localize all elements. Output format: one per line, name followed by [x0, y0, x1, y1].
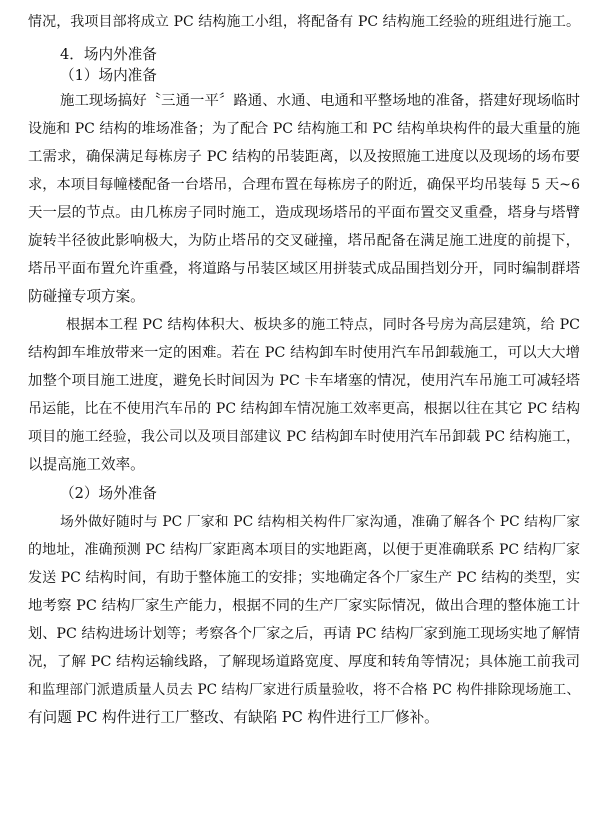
paragraph-line: 和监理部门派遣质量人员去 PC 结构厂家进行质量验收，将不合格 PC 构件排除现场施工、 — [28, 682, 580, 698]
paragraph-line: 求，本项目每幢楼配备一台塔吊，合理布置在每栋房子的附近，确保平均吊装每 5 天~6 — [28, 177, 580, 193]
paragraph-line: 设施和 PC 结构的堆场准备；为了配合 PC 结构施工和 PC 结构单块构件的最大重量的施 — [28, 121, 580, 137]
paragraph-line: 项目的施工经验，我公司以及项目部建议 PC 结构卸车时使用汽车吊卸载 PC 结构施工， — [28, 429, 580, 445]
paragraph-line: 施工现场搞好〝三通一平〞路通、水通、电通和平整场地的准备，搭建好现场临时 — [60, 93, 580, 109]
paragraph-line: 划、PC 结构进场计划等；考察各个厂家之后，再请 PC 结构厂家到施工现场实地了解情 — [28, 626, 580, 642]
paragraph-line: 吊运能，比在不使用汽车吊的 PC 结构卸车情况施工效率更高，根据以往在其它 PC 结构 — [28, 401, 580, 417]
section-heading: 4．场内外准备 — [60, 46, 157, 63]
paragraph-line: 根据本工程 PC 结构体积大、板块多的施工特点，同时各号房为高层建筑，给 PC — [66, 317, 580, 333]
paragraph-line: 结构卸车堆放带来一定的困难。若在 PC 结构卸车时使用汽车吊卸载施工，可以大大增 — [28, 345, 580, 361]
subsection-heading: （1）场内准备 — [60, 67, 157, 84]
paragraph-line: 地考察 PC 结构厂家生产能力，根据不同的生产厂家实际情况，做出合理的整体施工计 — [28, 598, 580, 614]
paragraph-line: 况，了解 PC 结构运输线路，了解现场道路宽度、厚度和转角等情况；具体施工前我司 — [28, 654, 580, 670]
paragraph-line: 加整个项目施工进度，避免长时间因为 PC 卡车堵塞的情况，使用汽车吊施工可减轻塔 — [28, 373, 580, 389]
paragraph-line: 旋转半径彼此影响极大，为防止塔吊的交叉碰撞，塔吊配备在满足施工进度的前提下， — [28, 233, 580, 249]
paragraph-line: 的地址，准确预测 PC 结构厂家距离本项目的实地距离，以便于更准确联系 PC 结构厂家 — [28, 542, 580, 558]
paragraph-line: 以提高施工效率。 — [28, 456, 145, 473]
paragraph-line: 防碰撞专项方案。 — [28, 288, 145, 305]
paragraph-line: 发送 PC 结构时间，有助于整体施工的安排；实地确定各个厂家生产 PC 结构的类型，实 — [28, 570, 580, 586]
text-line: 情况，我项目部将成立 PC 结构施工小组，将配备有 PC 结构施工经验的班组进行施工。 — [28, 14, 580, 30]
paragraph-line: 天一层的节点。由几栋房子同时施工，造成现场塔吊的平面布置交叉重叠，塔身与塔臂 — [28, 205, 580, 221]
paragraph-line: 工需求，确保满足每栋房子 PC 结构的吊装距离，以及按照施工进度以及现场的场布要 — [28, 149, 580, 165]
paragraph-line: 场外做好随时与 PC 厂家和 PC 结构相关构件厂家沟通，准确了解各个 PC 结构厂家 — [60, 514, 580, 530]
paragraph-line: 塔吊平面布置允许重叠，将道路与吊装区域区用拼装式成品围挡划分开，同时编制群塔 — [28, 261, 580, 277]
subsection-heading: （2）场外准备 — [60, 485, 157, 502]
paragraph-line: 有问题 PC 构件进行工厂整改、有缺陷 PC 构件进行工厂修补。 — [28, 709, 439, 726]
